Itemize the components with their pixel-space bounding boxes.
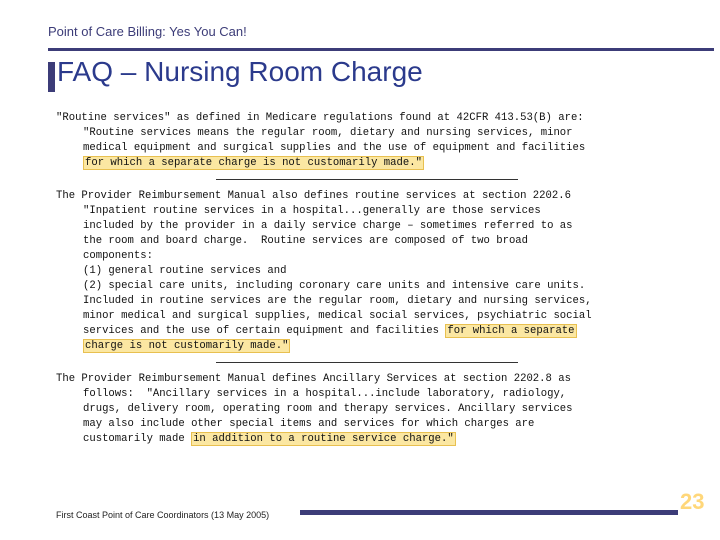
header-title: Point of Care Billing: Yes You Can! — [48, 24, 247, 39]
body-line: "Routine services" as defined in Medicare regulations found at 42CFR 413.53(B) are: — [56, 112, 584, 124]
body-line: Included in routine services are the regular room, dietary and nursing services, — [83, 295, 592, 307]
section-inpatient-routine-services — [56, 189, 708, 354]
separator-line — [56, 171, 708, 189]
body-line: "Inpatient routine services in a hospital...generally are those services — [83, 205, 541, 217]
highlighted-text: for which a separate — [447, 325, 575, 337]
body-line: The Provider Reimbursement Manual defines Ancillary Services at section 2202.8 as — [56, 373, 571, 385]
separator-line — [56, 354, 708, 372]
body-line: components: — [83, 250, 153, 262]
body-line: (2) special care units, including coronary care units and intensive care units. — [83, 280, 586, 292]
section-ancillary-services — [56, 372, 708, 447]
body-line: minor medical and surgical supplies, medical social services, psychiatric social — [83, 310, 592, 322]
body-line: "Routine services means the regular room, dietary and nursing services, minor — [83, 127, 573, 139]
top-rule — [48, 48, 714, 51]
body-line — [56, 324, 708, 339]
highlighted-text: for which a separate charge is not customarily made." — [85, 157, 422, 169]
body-line: (1) general routine services and — [83, 265, 287, 277]
highlighted-text: charge is not customarily made." — [85, 340, 289, 352]
body-line: medical equipment and surgical supplies and the use of equipment and facilities — [83, 142, 586, 154]
body-line — [56, 432, 708, 447]
highlighted-text: in addition to a routine service charge." — [193, 433, 454, 445]
bottom-rule — [300, 510, 678, 515]
body-text: customarily made — [83, 433, 192, 445]
section-routine-services-definition — [56, 111, 708, 171]
body-line: drugs, delivery room, operating room and therapy services. Ancillary services — [83, 403, 573, 415]
body-line: follows: "Ancillary services in a hospital...include laboratory, radiology, — [83, 388, 567, 400]
body-line — [56, 156, 708, 171]
body-line: may also include other special items and services for which charges are — [83, 418, 535, 430]
title-accent-bar — [48, 62, 55, 92]
slide-title: FAQ – Nursing Room Charge — [57, 56, 423, 87]
body-line: the room and board charge. Routine services are composed of two broad — [83, 235, 529, 247]
slide-body — [56, 111, 708, 447]
page-number: 23 — [680, 489, 705, 514]
body-line: included by the provider in a daily service charge – sometimes referred to as — [83, 220, 573, 232]
body-line: The Provider Reimbursement Manual also defines routine services at section 2202.6 — [56, 190, 571, 202]
body-text: services and the use of certain equipment and facilities — [83, 325, 446, 337]
footer-text: First Coast Point of Care Coordinators (13 May 2005) — [56, 510, 270, 520]
body-line — [56, 339, 708, 354]
